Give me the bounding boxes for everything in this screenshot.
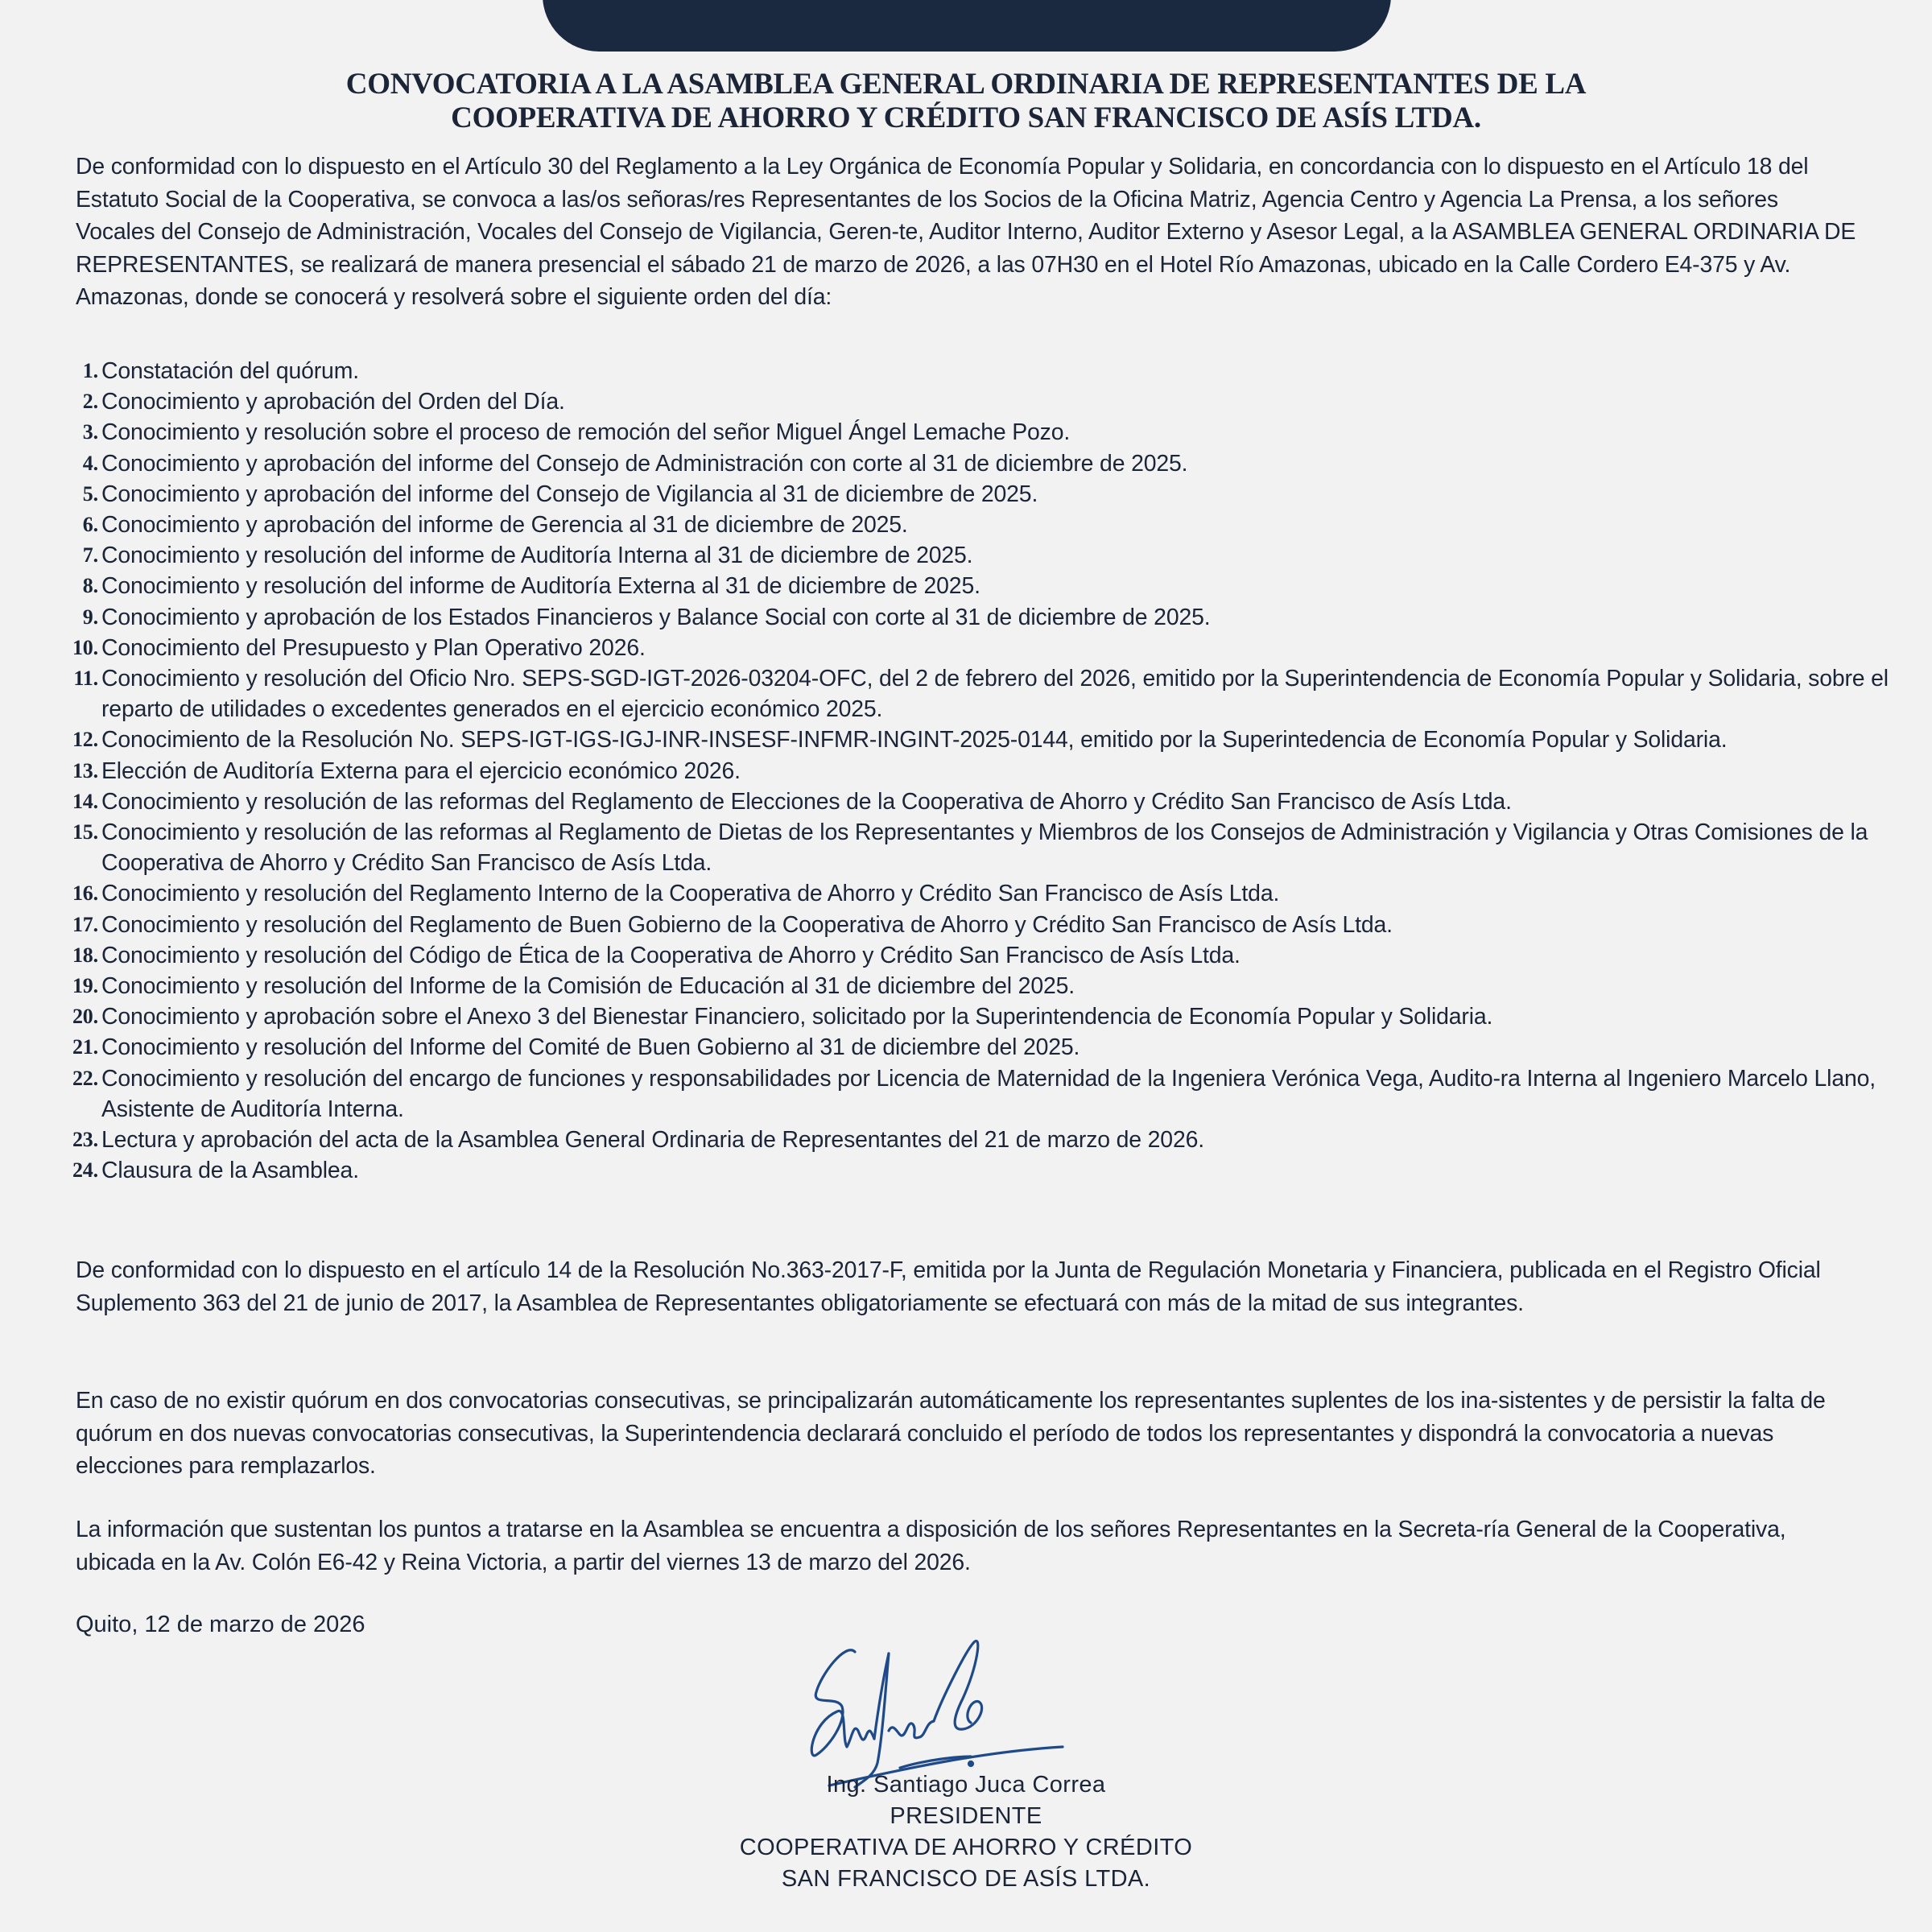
agenda-item-text: Conocimiento y resolución del informe de Auditoría Externa al 31 de diciembre de 2025.: [101, 573, 980, 600]
agenda-item-text: Conocimiento y resolución del Informe del Comité de Buen Gobierno al 31 de diciembre del 2025.: [101, 1034, 1080, 1061]
agenda-list: [61, 356, 1913, 1186]
agenda-item: [61, 1032, 1913, 1063]
agenda-item: [61, 448, 1913, 479]
agenda-item-number: 10.: [72, 635, 98, 659]
agenda-item: [61, 510, 1913, 540]
agenda-item: [61, 910, 1913, 940]
title-line-1: CONVOCATORIA A LA ASAMBLEA GENERAL ORDINARIA DE REPRESENTANTES DE LA: [345, 68, 1587, 101]
agenda-item-number: 7.: [82, 543, 98, 568]
agenda-item: [61, 633, 1913, 663]
agenda-item: [61, 940, 1913, 971]
agenda-item: [61, 1125, 1913, 1155]
agenda-item-text: Conocimiento y aprobación del informe del Consejo de Administración con corte al 31 de diciembre de 2025.: [101, 450, 1188, 477]
agenda-item-text: Conocimiento y resolución de las reformas al Reglamento de Dietas de los Representantes y Miembros de los Consejos de Administración y Vigilancia y Otras Comisiones de la Cooperativa de Ahorro y Crédito San Francisco de Asís Ltda.: [101, 819, 1868, 877]
agenda-item-text: Constatación del quórum.: [101, 358, 359, 384]
agenda-item-number: 4.: [82, 451, 98, 475]
signer-name: Ing. Santiago Juca Correa: [826, 1772, 1106, 1798]
agenda-item-number: 2.: [82, 390, 98, 414]
agenda-item-text: Conocimiento y aprobación de los Estados Financieros y Balance Social con corte al 31 de diciembre de 2025.: [101, 604, 1211, 630]
agenda-item-text: Conocimiento y resolución de las reformas del Reglamento de Elecciones de la Cooperativa de Ahorro y Crédito San Francisco de Asís Ltda.: [101, 788, 1512, 815]
agenda-item: [61, 878, 1913, 909]
agenda-item-number: 23.: [72, 1128, 98, 1152]
intro-paragraph: De conformidad con lo dispuesto en el Artículo 30 del Reglamento a la Ley Orgánica de Economía Popular y Solidaria, en concordancia con lo dispuesto en el Artículo 18 del Estatuto Social de la Cooperativa, se convoca a las/os señoras/res Representantes de los Socios de la Oficina Matriz, Agencia Centro y Agencia La Prensa, a los señores Vocales del Consejo de Administración, Vocales del Consejo de Vigilancia, Geren-te, Auditor Interno, Auditor Externo y Asesor Legal, a la ASAMBLEA GENERAL ORDINARIA DE REPRESENTANTES, se realizará de manera presencial el sábado 21 de marzo de 2026, a las 07H30 en el Hotel Río Amazonas, ubicado en la Calle Cordero E4-375 y Av. Amazonas, donde se conocerá y resolverá sobre el siguiente orden del día:: [76, 154, 1856, 310]
agenda-item-text: Conocimiento de la Resolución No. SEPS-IGT-IGS-IGJ-INR-INSESF-INFMR-INGINT-2025-0144, emitido por la Superintedencia de Economía Popular y Solidaria.: [101, 727, 1728, 753]
agenda-item-text: Conocimiento y resolución del informe de Auditoría Interna al 31 de diciembre de 2025.: [101, 543, 973, 569]
agenda-item: [61, 386, 1913, 417]
agenda-item-number: 5.: [82, 481, 98, 506]
agenda-item-number: 12.: [72, 728, 98, 752]
information-paragraph: La información que sustentan los puntos a tratarse en la Asamblea se encuentra a disposición de los señores Representantes en la Secreta-ría General de la Cooperativa, ubicada en la Av. Colón E6-42 y Reina Victoria, a partir del viernes 13 de marzo del 2026.: [76, 1517, 1786, 1575]
agenda-item-number: 14.: [72, 789, 98, 813]
agenda-item-text: Conocimiento y resolución del Reglamento de Buen Gobierno de la Cooperativa de Ahorro y Crédito San Francisco de Asís Ltda.: [101, 911, 1393, 938]
agenda-item: [61, 756, 1913, 786]
agenda-item-number: 13.: [72, 758, 98, 782]
agenda-item-number: 8.: [82, 574, 98, 598]
agenda-item: [61, 571, 1913, 601]
agenda-item-text: Conocimiento y resolución sobre el proceso de remoción del señor Miguel Ángel Lemache Pozo.: [101, 419, 1071, 446]
agenda-item-text: Conocimiento y resolución del Código de Ética de la Cooperativa de Ahorro y Crédito San Francisco de Asís Ltda.: [101, 942, 1241, 968]
agenda-item: [61, 724, 1913, 755]
place-date: Quito, 12 de marzo de 2026: [76, 1612, 365, 1637]
agenda-item-number: 15.: [72, 820, 98, 844]
agenda-item: [61, 356, 1913, 386]
agenda-item-text: Conocimiento y aprobación sobre el Anexo 3 del Bienestar Financiero, solicitado por la Superintendencia de Economía Popular y Solidaria.: [101, 1004, 1493, 1030]
agenda-item-number: 24.: [72, 1158, 98, 1183]
agenda-item: [61, 817, 1913, 878]
agenda-item: [61, 479, 1913, 510]
header-tab-decoration: [543, 0, 1391, 52]
agenda-item-text: Conocimiento y resolución del encargo de funciones y responsabilidades por Licencia de Maternidad de la Ingeniera Verónica Vega, Audito-ra Interna al Ingeniero Marcelo Llano, Asistente de Auditoría Interna.: [101, 1065, 1876, 1122]
agenda-item-number: 6.: [82, 513, 98, 537]
agenda-item-number: 20.: [72, 1005, 98, 1029]
agenda-item: [61, 602, 1913, 633]
no-quorum-paragraph: En caso de no existir quórum en dos convocatorias consecutivas, se principalizarán automáticamente los representantes suplentes de los ina-sistentes y de persistir la falta de quórum en dos nuevas convocatorias consecutivas, la Superintendencia declarará concluido el período de todos los representantes y dispondrá la convocatoria a nuevas elecciones para remplazarlos.: [76, 1388, 1826, 1479]
document-title: [0, 68, 1932, 135]
signer-org-line-1: COOPERATIVA DE AHORRO Y CRÉDITO: [739, 1835, 1193, 1860]
agenda-item-text: Conocimiento y aprobación del Orden del Día.: [101, 389, 565, 415]
quorum-paragraph: De conformidad con lo dispuesto en el artículo 14 de la Resolución No.363-2017-F, emitida por la Junta de Regulación Monetaria y Financiera, publicada en el Registro Oficial Suplemento 363 del 21 de junio de 2017, la Asamblea de Representantes obligatoriamente se efectuará con más de la mitad de sus integrantes.: [76, 1257, 1821, 1316]
agenda-item-number: 1.: [82, 359, 98, 382]
agenda-item-text: Conocimiento y resolución del Reglamento Interno de la Cooperativa de Ahorro y Crédito San Francisco de Asís Ltda.: [101, 881, 1280, 907]
agenda-item: [61, 417, 1913, 448]
title-line-2: COOPERATIVA DE AHORRO Y CRÉDITO SAN FRANCISCO DE ASÍS LTDA.: [451, 101, 1481, 134]
agenda-item-text: Conocimiento del Presupuesto y Plan Operativo 2026.: [101, 634, 646, 661]
agenda-item-number: 11.: [73, 667, 98, 691]
agenda-item: [61, 1063, 1913, 1125]
agenda-item-text: Conocimiento y aprobación del informe del Consejo de Vigilancia al 31 de diciembre de 2025.: [101, 481, 1038, 507]
agenda-item-text: Clausura de la Asamblea.: [101, 1158, 359, 1184]
agenda-item: [61, 786, 1913, 817]
agenda-item-text: Lectura y aprobación del acta de la Asamblea General Ordinaria de Representantes del 21 de marzo de 2026.: [101, 1127, 1204, 1154]
agenda-item-number: 3.: [82, 420, 98, 444]
agenda-item: [61, 1155, 1913, 1186]
agenda-item-text: Conocimiento y resolución del Informe de la Comisión de Educación al 31 de diciembre del 2025.: [101, 973, 1075, 1000]
signature-icon: [805, 1618, 1127, 1795]
agenda-item-number: 22.: [72, 1066, 98, 1090]
agenda-item: [61, 663, 1913, 724]
signer-org-line-2: SAN FRANCISCO DE ASÍS LTDA.: [781, 1866, 1151, 1892]
agenda-item-text: Elección de Auditoría Externa para el ejercicio económico 2026.: [101, 758, 741, 784]
signer-role: PRESIDENTE: [890, 1803, 1042, 1829]
agenda-item: [61, 540, 1913, 571]
agenda-item-number: 17.: [72, 912, 98, 936]
agenda-item: [61, 971, 1913, 1001]
agenda-item-number: 16.: [72, 881, 98, 906]
agenda-item-text: Conocimiento y resolución del Oficio Nro. SEPS-SGD-IGT-2026-03204-OFC, del 2 de febrero del 2026, emitido por la Superintendencia de Economía Popular y Solidaria, sobre el reparto de utilidades o excedentes generados en el ejercicio económico 2025.: [101, 666, 1889, 723]
agenda-item-text: Conocimiento y aprobación del informe de Gerencia al 31 de diciembre de 2025.: [101, 512, 908, 539]
agenda-item: [61, 1001, 1913, 1032]
agenda-item-number: 18.: [72, 943, 98, 967]
agenda-item-number: 9.: [82, 605, 98, 629]
agenda-item-number: 21.: [72, 1035, 98, 1059]
agenda-item-number: 19.: [72, 974, 98, 998]
